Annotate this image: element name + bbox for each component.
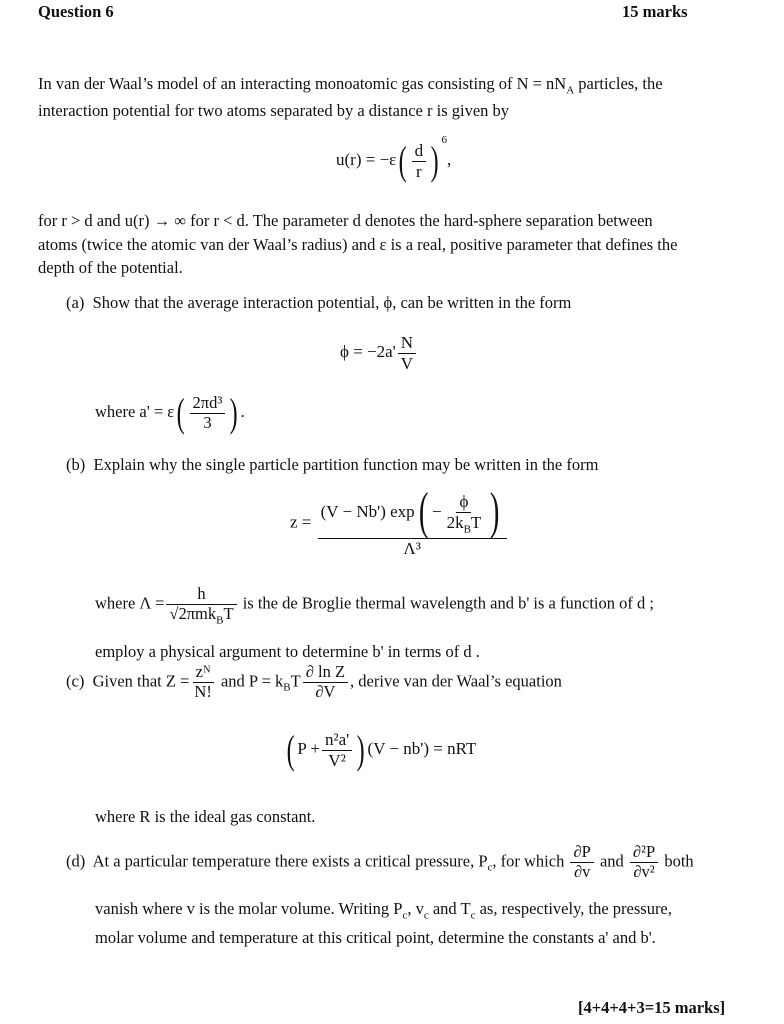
part-b-where: where Λ = $\frac{h}{√2\pi mk_BT}$ is the de Broglie thermal wavelength and b' is a function of d ; <box>95 584 654 627</box>
footer-marks: [4+4+4+3=15 marks] <box>578 998 726 1017</box>
part-d-line-3: molar volume and temperature at this critical point, determine the constants a' and b'. <box>95 928 656 947</box>
potential-equation: u(r) = −ε( $\frac{d}{r}$ ) $^6$, <box>336 134 452 184</box>
after-potential-line-1: for r > d and u(r) → ∞ for r < d. The parameter d denotes the hard-sphere separation between <box>38 211 653 230</box>
part-b-equation: z = (V − Nb') exp ( − $\frac{\phi}{2k_BT}$ ) Λ³ <box>290 486 509 559</box>
part-b-employ: employ a physical argument to determine b' in terms of d . <box>95 642 480 661</box>
part-a-text: (a) Show that the average interaction potential, ϕ, can be written in the form <box>66 293 572 312</box>
part-c-where: where R is the ideal gas constant. <box>95 807 316 826</box>
after-potential-line-2: atoms (twice the atomic van der Waal’s radius) and ε is a real, positive parameter that defines the <box>38 235 678 254</box>
part-c-given: (c) Given that Z = $\frac{\text{zᴺ}}{N!}$ and $P = k_BT$ $\frac{\text{∂ ln Z}}{\partial V}$ , derive van der Waal’s equation <box>66 662 562 701</box>
part-d-line-2: vanish where v is the molar volume. Writing $P_c$, $v_c$ and $T_c$ as, respectively, the pressure, <box>95 899 672 922</box>
question-marks: 15 marks <box>622 2 688 21</box>
part-a-where: where a' = ε( $\frac{\text{2πd³}}{3}$ ) . <box>95 390 245 435</box>
after-potential-line-3: depth of the potential. <box>38 258 183 277</box>
intro-line-2: interaction potential for two atoms separated by a distance r is given by <box>38 101 510 120</box>
part-a-equation: ϕ = −2a' $\frac{N}{V}$ <box>340 333 418 373</box>
part-b-text: (b) Explain why the single particle partition function may be written in the form <box>66 455 599 474</box>
part-d-line-1: (d) At a particular temperature there exists a critical pressure, $P_c$, for which $\frac{\partial P}{\partial v}$ and $\frac{\text{∂²P}}{\text{∂v²}}$ both <box>66 842 694 881</box>
question-title: Question 6 <box>38 2 114 21</box>
part-c-equation: ( P + $\frac{\text{n²a'}}{\text{V²}}$ ) (V − nb') = nRT <box>286 727 477 773</box>
intro-line-1: In van der Waal’s model of an interacting monoatomic gas consisting of $N = nN_A$ particles, the <box>38 74 663 97</box>
